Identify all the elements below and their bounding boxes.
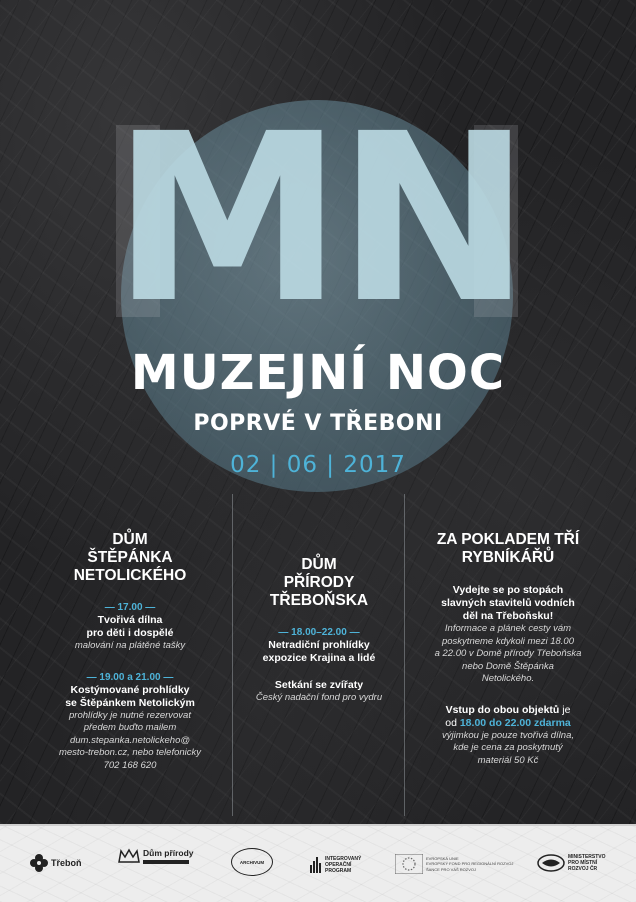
event-time: — 18.00–22.00 — <box>278 627 360 638</box>
crown-icon <box>118 848 140 864</box>
column-intro: Vydejte se po stopách slavných stavitelů vodních děl na Třeboňsku! <box>441 584 575 622</box>
page-title: MUZEJNÍ NOC <box>130 345 506 401</box>
column-heading: ZA POKLADEM TŘÍ RYBNÍKÁŘŮ <box>436 531 580 566</box>
event-title: Kostýmované prohlídky se Štěpánkem Netolickým <box>65 683 195 709</box>
mmr-logo: MINISTERSTVO PRO MÍSTNÍ ROZVOJ ČR <box>537 854 606 872</box>
column-za-pokladem <box>412 531 604 767</box>
event-title: Setkání se zvířaty <box>274 679 364 691</box>
event-note: Český nadační fond pro vydru <box>255 692 383 703</box>
page-subtitle: POPRVÉ V TŘEBONI <box>193 411 443 436</box>
column-divider-right <box>404 494 405 816</box>
column-divider-left <box>232 494 233 816</box>
event-note: malování na plátěné tašky <box>74 640 186 651</box>
entry-note: výjimkou je pouze tvořivá dílna, kde je cena za poskytnutý materiál 50 Kč <box>441 729 574 766</box>
event-title: Netradiční prohlídky expozice Krajina a lidé <box>262 639 376 664</box>
eu-flag-icon <box>395 854 423 874</box>
event-time: — 19.00 a 21.00 — <box>86 671 174 683</box>
dum-prirody-logo: Dům přírody <box>118 848 194 864</box>
column-info: Informace a plánek cesty vám poskytneme kdykoli mezi 18.00 a 22.00 v Domě přírody Třeboňska nebo Domě Štěpánka Netolického. <box>434 623 582 684</box>
footer-logos <box>0 824 636 902</box>
entry-line: od 18.00 do 22.00 zdarma <box>445 716 571 729</box>
flower-icon <box>30 854 48 872</box>
mmr-emblem-icon <box>537 854 565 872</box>
eu-logo: EVROPSKÁ UNIE EVROPSKÝ FOND PRO REGIONÁLNÍ ROZVOJ ŠANCE PRO VÁŠ ROZVOJ <box>395 854 513 874</box>
iop-logo: INTEGROVANÝ OPERAČNÍ PROGRAM <box>310 856 361 874</box>
event-note: prohlídky je nutné rezervovat předem buďto mailem dum.stepanka.netolickeho@ mesto-trebon.cz, nebo telefonicky 702 168 620 <box>58 709 202 771</box>
entry-line: Vstup do obou objektů je <box>445 703 571 716</box>
mn-logo: MN <box>112 84 526 354</box>
column-dum-stepanka <box>40 531 220 772</box>
event-time: — 17.00 — <box>104 602 156 613</box>
column-heading: DŮM ŠTĚPÁNKA NETOLICKÉHO <box>73 531 187 584</box>
bars-icon <box>310 857 322 873</box>
event-date: 02 | 06 | 2017 <box>230 452 406 478</box>
trebon-logo: Třeboň <box>30 854 82 872</box>
column-heading: DŮM PŘÍRODY TŘEBOŇSKA <box>269 556 369 609</box>
event-title: Tvořivá dílna pro děti i dospělé <box>86 614 174 639</box>
column-dum-prirody <box>236 556 402 705</box>
archivum-logo: ARCHIVUM <box>231 848 273 876</box>
free-entry-highlight: 18.00 do 22.00 zdarma <box>459 716 571 729</box>
